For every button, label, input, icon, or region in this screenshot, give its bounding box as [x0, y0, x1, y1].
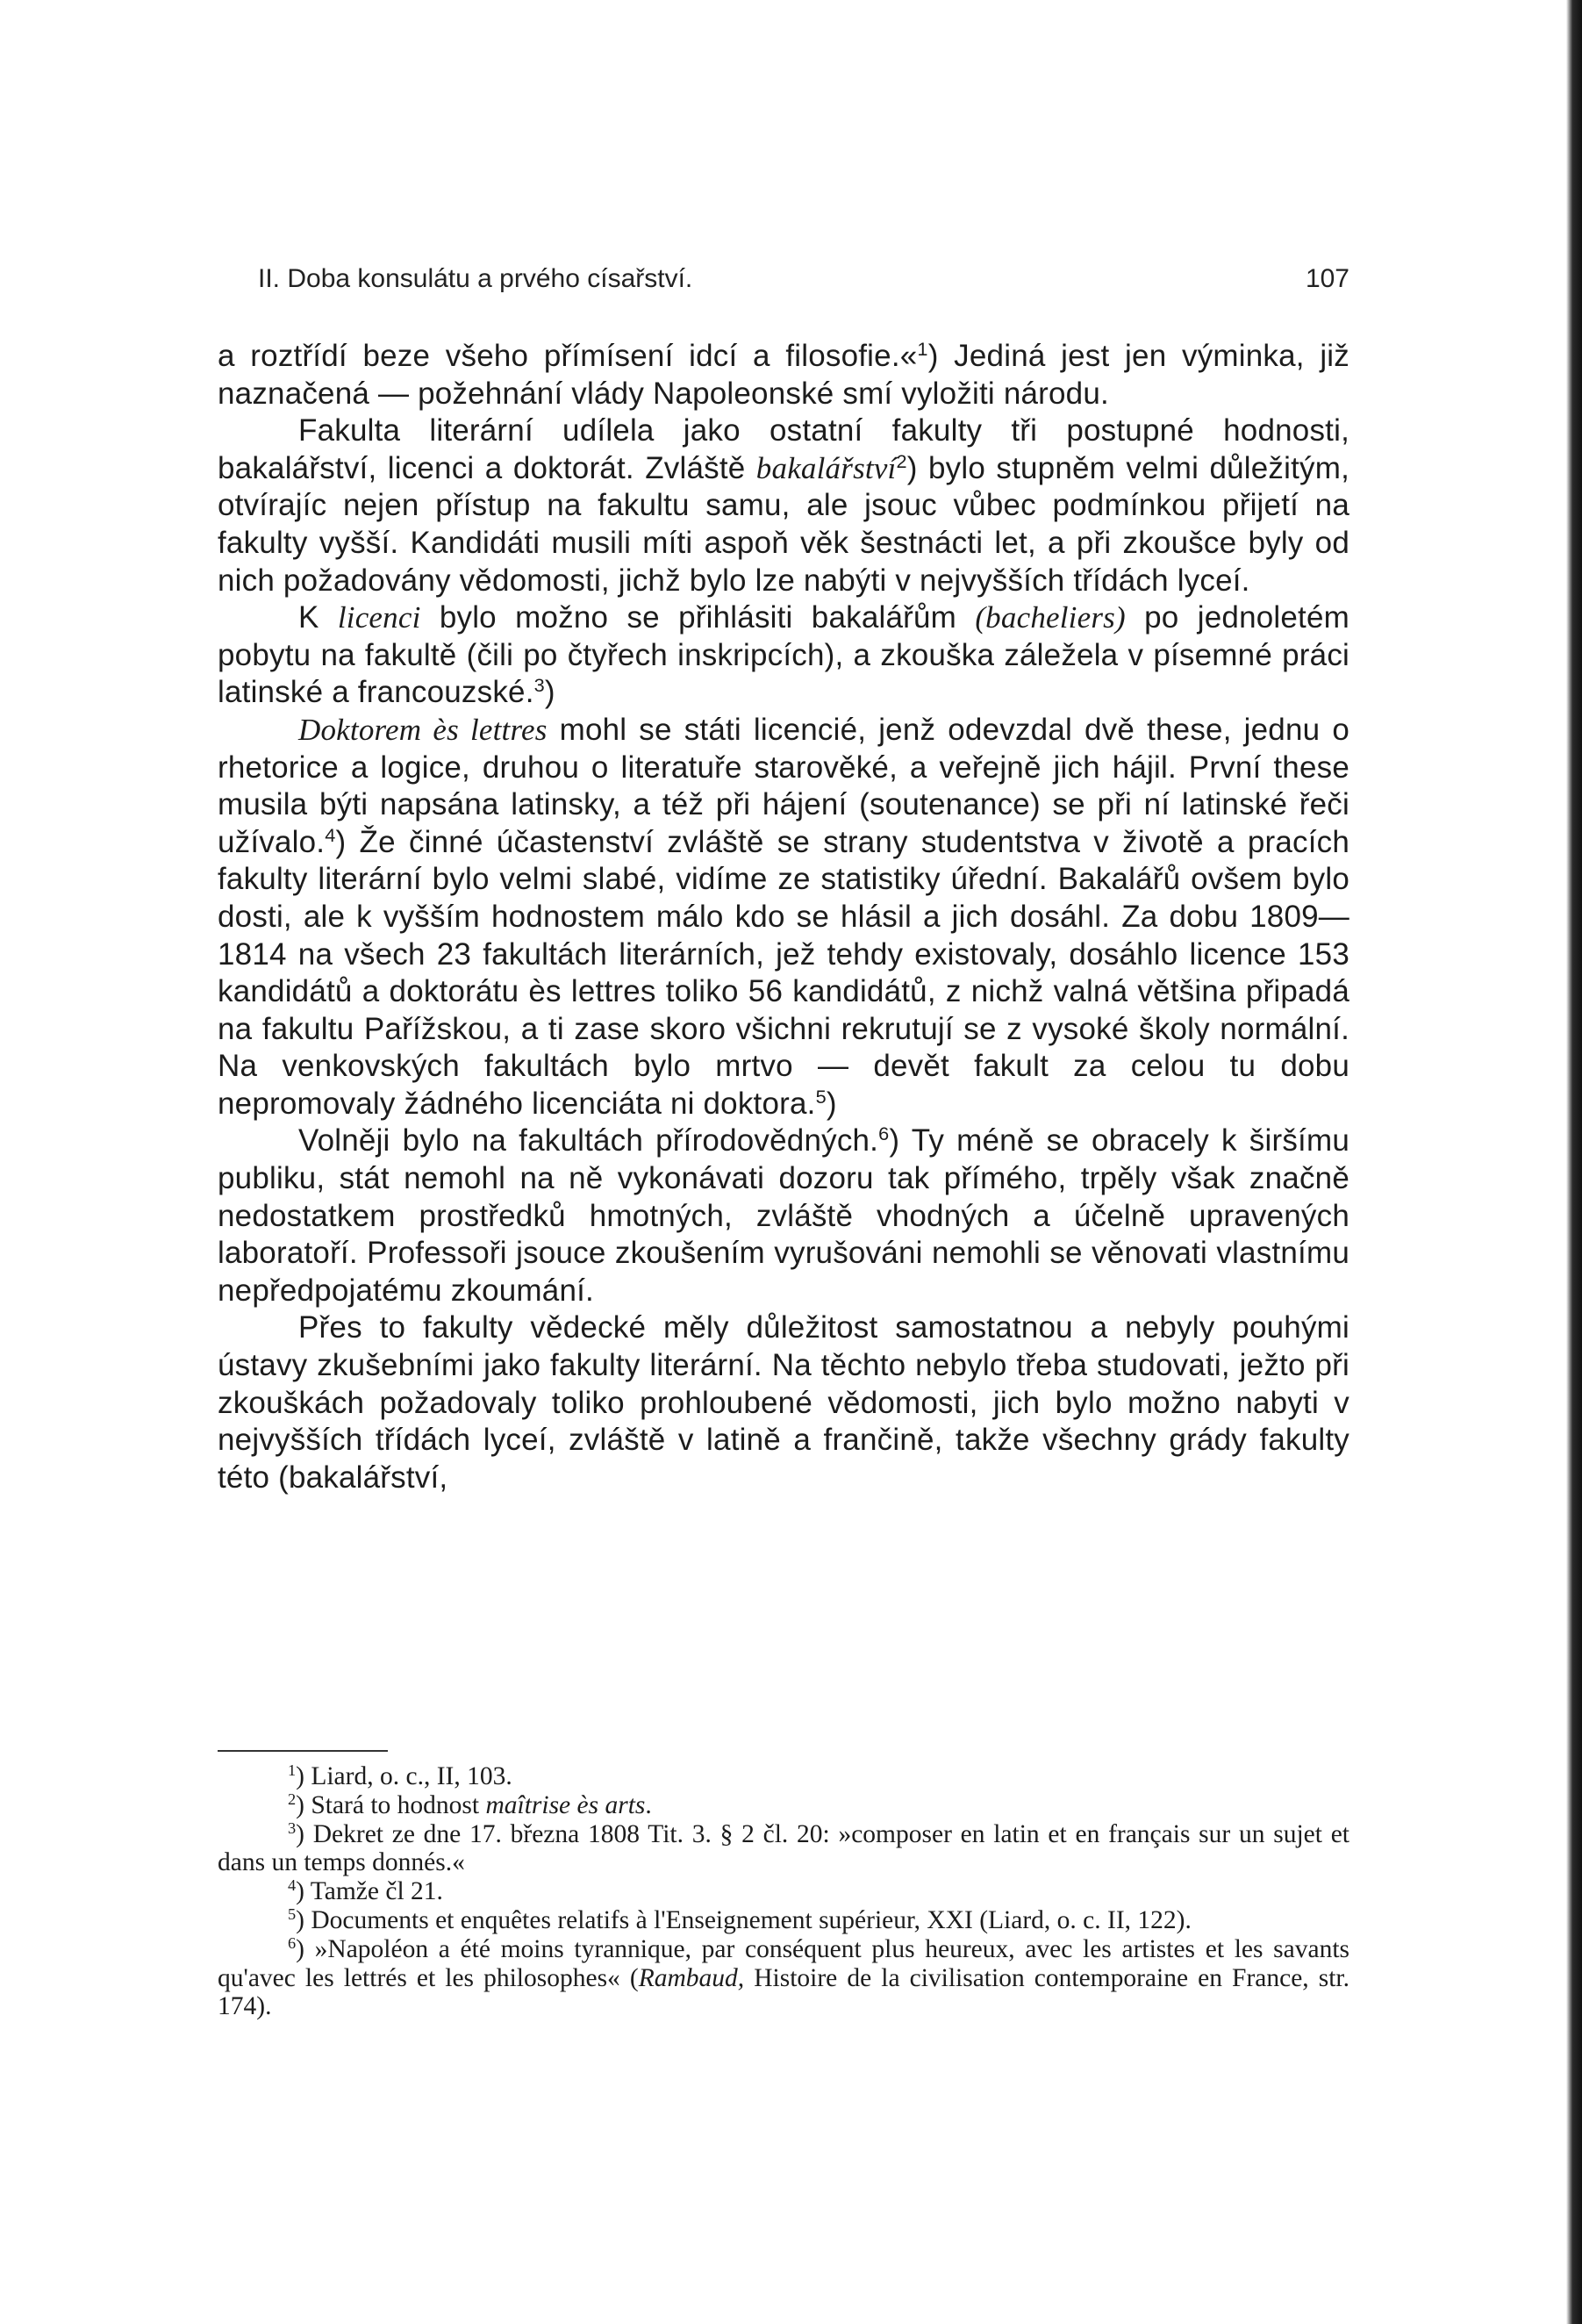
- emphasis: Doktorem ès lettres: [298, 712, 548, 747]
- paragraph-1: a roztřídí beze všeho přímísení idcí a filosofie.«$^1$) Jediná jest jen výminka, již naznačená — požehnání vlády Napoleonské smí vyložiti národu.: [218, 338, 1349, 411]
- footnote-ref-5: 5: [815, 1085, 827, 1108]
- page-header: [218, 260, 1349, 298]
- footnote-1: $^1$) Liard, o. c., II, 103.: [288, 1761, 512, 1790]
- footnote-ref-4: 4: [325, 823, 336, 846]
- running-title: II. Doba konsulátu a prvého císařství.: [258, 264, 693, 293]
- footnotes: [218, 1762, 1349, 2021]
- emphasis: licenci: [337, 600, 421, 635]
- emphasis: maîtrise ès arts: [485, 1790, 646, 1819]
- footnote-2: $^2$) Stará to hodnost maîtrise ès arts.: [288, 1790, 652, 1819]
- paragraph-4: Doktorem ès lettres mohl se státi licencié, jenž odevzdal dvě these, jednu o rhetorice a logice, druhou o literatuře starověké, a veřejně jich hájil. První these musila býti napsána latinsky, a též při hájení (soutenance) se při ní latinské řeči užívalo.$^4$) Že činné účastenství zvláště se strany studentstva v životě a pracích fakulty literární bylo velmi slabé, vidíme ze statistiky úřední. Bakalářů ovšem bylo dosti, ale k vyšším hodnostem málo kdo se hlásil a jich dosáhl. Za dobu 1809—1814 na všech 23 fakultách literárních, jež tehdy existovaly, dosáhlo licence 153 kandidátů a doktorátu ès lettres toliko 56 kandidátů, z nichž valná většina připadá na fakultu Pařížskou, a ti zase skoro všichni rekrutují se z vysoké školy normální. Na venkovských fakultách bylo mrtvo — devět fakult za celou tu dobu nepromovaly žádného licenciáta ni doktora.$^5$): [218, 712, 1349, 1121]
- footnote-ref-3: 3: [533, 674, 545, 697]
- footnote-5: $^5$) Documents et enquêtes relatifs à l'Enseignement supérieur, XXI (Liard, o. c. II, 122).: [288, 1904, 1192, 1934]
- paragraph-2: Fakulta literární udílela jako ostatní fakulty tři postupné hodnosti, bakalářství, licenci a doktorát. Zvláště bakalářství$^2$) bylo stupněm velmi důležitým, otvírajíc nejen přístup na fakultu samu, ale jsouc vůbec podmínkou přijetí na fakulty vyšší. Kandidáti musili míti aspoň věk šestnácti let, a při zkoušce byly od nich požadovány vědomosti, jichž bylo lze nabýti v nejvyšších třídách lyceí.: [218, 413, 1349, 598]
- paragraph-3: K licenci bylo možno se přihlásiti bakalářům (bacheliers) po jednoletém pobytu na fakultě (čili po čtyřech inskripcích), a zkouška záležela v písemné práci latinské a francouzské.$^3$): [218, 600, 1349, 710]
- footnote-divider: [218, 1750, 388, 1752]
- footnote-ref-1: 1: [917, 338, 928, 361]
- emphasis: Rambaud,: [638, 1963, 745, 1992]
- footnote-3: $^3$) Dekret ze dne 17. března 1808 Tit. 3. § 2 čl. 20: »composer en latin et en français sur un sujet et dans un temps donnés.«: [218, 1818, 1349, 1877]
- footnote-ref-2: 2: [896, 449, 907, 472]
- emphasis: (bacheliers): [975, 600, 1126, 635]
- footnote-6: $^6$) »Napoléon a été moins tyrannique, par conséquent plus heureux, avec les artistes et les savants qu'avec les lettrés et les philosophes« (Rambaud, Histoire de la civilisation contemporaine en France, str. 174).: [218, 1933, 1349, 2021]
- scan-edge: [1566, 0, 1582, 2324]
- page-number: 107: [1305, 264, 1349, 293]
- paragraph-6: Přes to fakulty vědecké měly důležitost samostatnou a nebyly pouhými ústavy zkušebními jako fakulty literární. Na těchto nebylo třeba studovati, ježto při zkouškách požadovaly toliko prohloubené vědomosti, jich bylo možno nabyti v nejvyšších třídách lyceí, zvláště v latině a frančině, takže všechny grády fakulty této (bakalářství,: [218, 1310, 1349, 1495]
- emphasis: bakalářství: [755, 450, 897, 485]
- paragraph-5: Volněji bylo na fakultách přírodovědných.$^6$) Ty méně se obracely k širšímu publiku, stát nemohl na ně vykonávati dozoru tak přímého, trpěly však značně nedostatkem prostředků hmotných, zvláště vhodných a účelně upravených laboratoří. Professoři jsouce zkoušením vyrušováni nemohli se věnovati vlastnímu nepředpojatému zkoumání.: [218, 1123, 1349, 1308]
- body-text: [218, 338, 1349, 1496]
- footnote-ref-6: 6: [878, 1123, 890, 1145]
- footnote-4: $^4$) Tamže čl 21.: [288, 1876, 443, 1906]
